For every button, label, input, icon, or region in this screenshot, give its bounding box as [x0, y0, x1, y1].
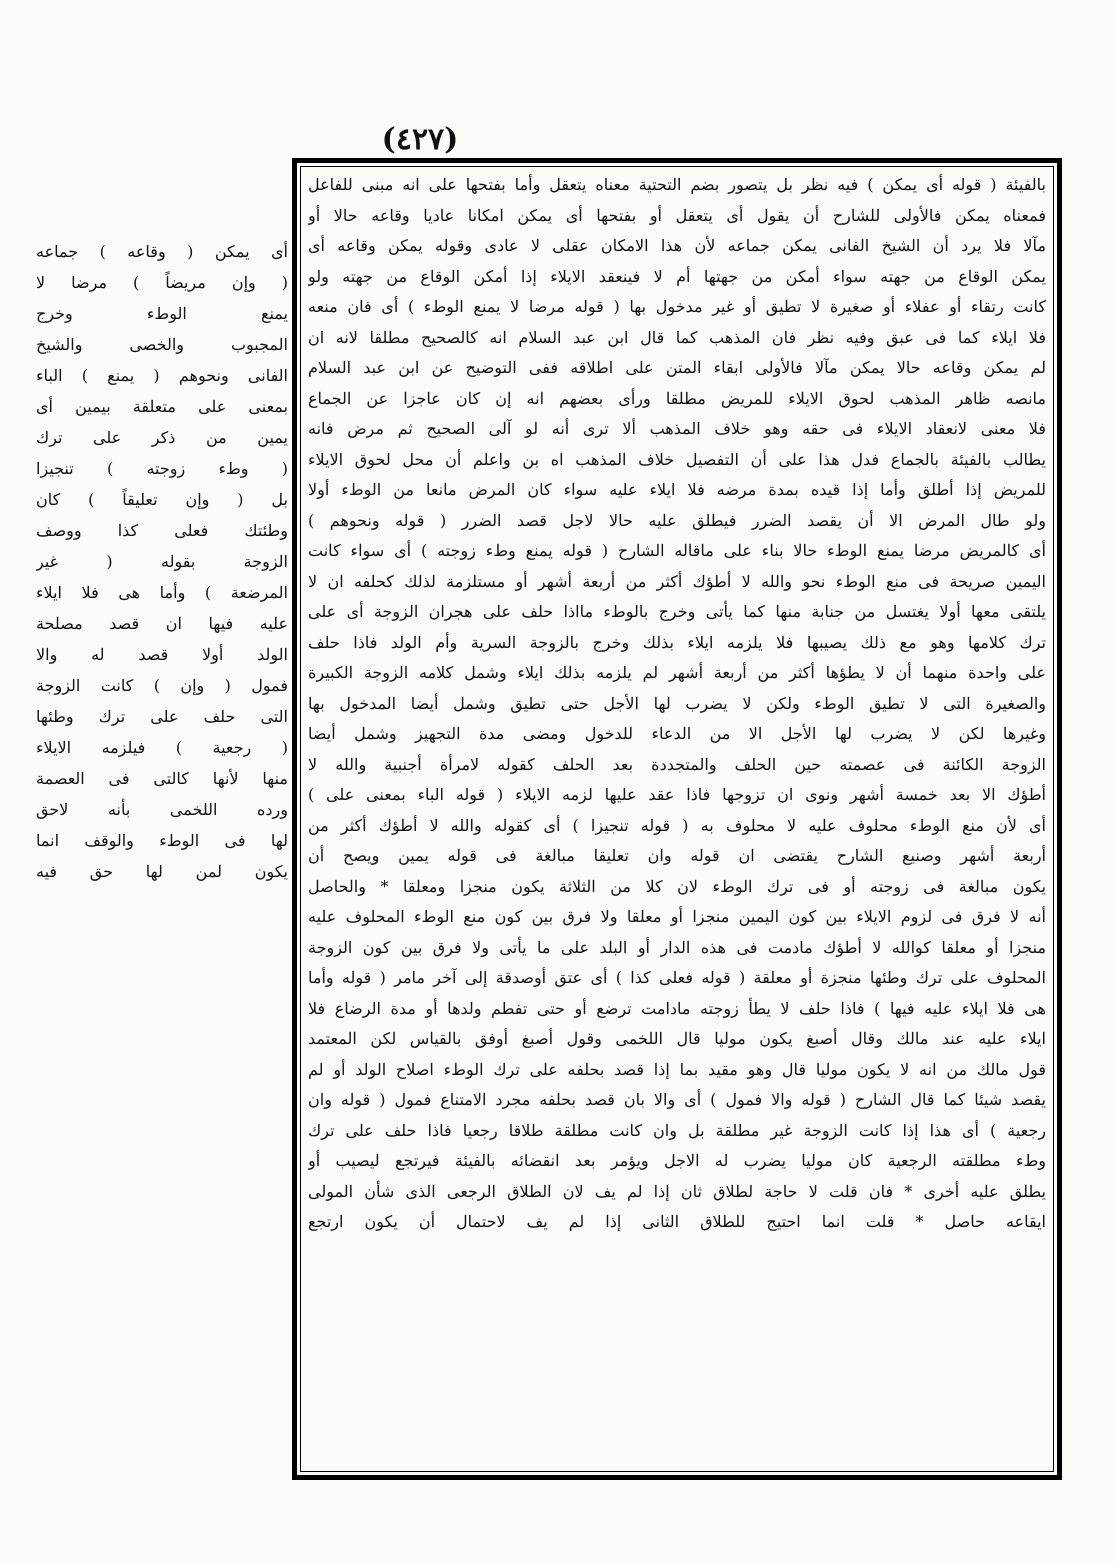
side-text-line: ( وطء زوجته ) تنجيزا: [36, 459, 288, 478]
side-text-line: فمول ( وإن ) كانت الزوجة: [36, 676, 288, 695]
side-text-line: يمنع الوطء وخرج: [36, 304, 288, 323]
main-text-line: وطء مطلقته الرجعية كان موليا يضرب له الاجل ويؤمر بعد انقضائه بالفيئة فيرتجع ليصيب أو: [308, 1151, 1046, 1170]
side-text-line: يكون لمن لها حق فيه: [36, 862, 288, 881]
main-text-line: لم يمكن وقاعه حالا يمكن مآلا فالأولى ابقاء المتن على اطلاقه ففى التوضيح عن ابن عبد السلام: [308, 358, 1046, 377]
side-text-line: لها فى الوطء والوقف انما: [36, 831, 288, 850]
main-text-line: يقصد شيئا كما قال الشارح ( قوله والا فمول ) أى والا بان قصد بحلفه مجرد الامتناع فمول ( قوله وان: [308, 1090, 1046, 1109]
main-text-line: فلا ايلاء كما فى عبق وفيه نظر فان المذهب كما قال ابن عبد السلام انه كالصحيح مطلقا لانه ان: [308, 327, 1046, 347]
main-text-line: ايلاء عليه عند مالك وقال أصبغ يكون موليا قال اللخمى وقول أصبغ أوفق بالقياس لكن المعتمد: [308, 1029, 1046, 1048]
side-text-line: الفانى ونحوهم ( يمنع ) الباء: [36, 366, 288, 385]
main-text-line: أنه لا فرق فى لزوم الايلاء بين كون اليمين منجزا أو معلقا ولا فرق بين كون منع الوطء المحلوف عليه: [308, 907, 1046, 926]
main-text-line: يكون مبالغة فى زوجته أو فى ترك الوطء لان كلا من الثلاثة يكون منجزا ومعلقا * والحاصل: [308, 876, 1046, 896]
main-text-line: وغيرها لكن لا يضرب لها الأجل الا من الدعاء للدخول ومضى مدة التجهيز وشمل أيضا: [308, 724, 1046, 743]
side-text-line: التى حلف على ترك وطئها: [36, 707, 288, 726]
side-text-line: الولد أولا قصد له والا: [36, 645, 288, 664]
main-text-line: يمكن الوقاع من جهته سواء أمكن من جهتها أم لا فينعقد الايلاء إذا أمكن الوقاع من جهته ولو: [308, 266, 1046, 286]
main-text-line: اليمين صريحة فى منع الوطء نحو والله لا أطؤك أكثر من أربعة أشهر أو مستلزمة لذلك كحلفه ان لا: [308, 571, 1046, 591]
main-text-line: يطلق عليه أخرى * فان قلت لا حاجة لطلاق ثان إذا لم يف لان الطلاق الرجعى الذى شأن المولى: [308, 1181, 1046, 1201]
main-text-line: الزوجة الكائنة فى عصمته حين الحلف والمتجددة بعد الحلف كقوله لامرأة أجنبية والله لا: [308, 754, 1046, 774]
side-text-line: منها لأنها كالتى فى العصمة: [36, 769, 288, 788]
main-text-line: والصغيرة التى لا تطيق الوطء ولكن لا يضرب لها الأجل حتى تطيق وشمل أيضا المدخول بها: [308, 693, 1046, 713]
main-text-line: كانت رتقاء أو عفلاء أو صغيرة لا تطيق أو غير مدخول بها ( قوله مرضا لا يمنع الوطء ) أى فان منعه: [308, 297, 1046, 316]
side-text-line: وطئتك فعلى كذا ووصف: [36, 521, 288, 540]
main-text-line: قول مالك من انه لا يكون موليا قال وهو مقيد بما إذا قصد بحلفه على ترك الوطء اصلاح الولد أو لم: [308, 1059, 1046, 1079]
side-text-line: ( رجعية ) فيلزمه الايلاء: [36, 738, 288, 757]
side-text-line: عليه فيها ان قصد مصلحة: [36, 614, 288, 633]
main-text-line: ولو طال المرض الا أن يقصد الضرر فيطلق عليه حالا لاجل قصد الضرر ( قوله ونحوهم ): [308, 510, 1046, 530]
side-text-line: أى يمكن ( وقاعه ) جماعه: [36, 242, 288, 261]
side-text-line: ورده اللخمى بأنه لاحق: [36, 800, 288, 819]
main-text-line: هى فلا ايلاء عليه فيها ) فاذا حلف لا يطأ زوجته مادامت ترضع أو حتى تفطم ولدها أو مدة الرضاع فلا: [308, 998, 1046, 1018]
side-text-line: ( وإن مريضاً ) مرضا لا: [36, 273, 288, 292]
side-text-line: الزوجة بقوله ( غير: [36, 552, 288, 571]
side-text-line: بل ( وإن تعليقاً ) كان: [36, 490, 288, 509]
main-text-line: أى لأن منع الوطء محلوف عليه لا محلوف به ( قوله تنجيزا ) أى كقوله والله لا أطؤك أكثر من: [308, 815, 1046, 835]
main-text-line: مانصه ظاهر المذهب لحوق الايلاء للمريض مطلقا ورأى بعضهم انه إن كان عاجزا عن الجماع: [308, 388, 1046, 408]
side-text-line: المجبوب والخصى والشيخ: [36, 335, 288, 354]
side-text-line: بمعنى على متعلقة بيمين أى: [36, 397, 288, 416]
side-commentary-column: [36, 236, 288, 1216]
side-text-line: المرضعة ) وأما هى فلا ايلاء: [36, 583, 288, 602]
main-text-line: رجعية ) أى هذا إذا كانت الزوجة غير مطلقة بل وان كانت مطلقة طلاقا رجعيا فاذا حلف على ترك: [308, 1120, 1046, 1140]
main-text-line: أربعة أشهر وصنيع الشارح يقتضى ان قوله وان تعليقا مبالغة فى قوله يمين ويصح أن: [308, 846, 1046, 865]
main-text-line: يلتقى معها أولا يغتسل من جنابة منها كما يأتى وخرج بالوطء مااذا حلف على هجران الزوجة أى على: [308, 602, 1046, 621]
main-text-line: ترك كلامها وهو مع ذلك يصيبها فلا يلزمه ايلاء بذلك وخرج بالزوجة السرية وأم الولد فاذا حلف: [308, 632, 1046, 652]
main-text-line: أى كالمريض مرضا يمنع الوطء حالا بناء على ماقاله الشارح ( قوله يمنع وطء زوجته ) أى سواء كانت: [308, 541, 1046, 560]
commentary-main-text: [308, 170, 1046, 1468]
page-number: (٤٢٧): [381, 122, 459, 157]
main-text-line: على واحدة منهما أن لا يطؤها أكثر من أربعة أشهر لم يلزمه بذلك ايلاء وشمل كلامه الزوجة الكبيرة: [308, 663, 1046, 682]
main-text-line: للمريض إذا أطلق وأما إذا قيده بمدة مرضه فلا ايلاء عليه سواء كان المرض مانعا من الوطء أولا: [308, 480, 1046, 499]
main-text-line: فمعناه يمكن فالأولى للشارح أن يقول أى يتعقل أو بفتحها أى يمكن امكانا عاديا وقاعه حالا أو: [308, 205, 1046, 225]
main-text-line: المحلوف على ترك وطئها منجزة أو معلقة ( قوله فعلى كذا ) أى عتق أوصدقة إلى آخر مامر ( قوله وأما: [308, 968, 1046, 987]
main-text-line: بالفيئة ( قوله أى يمكن ) فيه نظر بل يتصور بضم التحتية معناه يتعقل وأما بفتحها على انه مبنى للفاعل: [308, 175, 1046, 194]
main-text-line: منجزا أو معلقا كوالله لا أطؤك مادمت فى هذه الدار أو البلد على ما يأتى ولا فرق بين كون الزوجة: [308, 937, 1046, 957]
main-text-line: فلا معنى لانعقاد الايلاء فى حقه وهو خلاف المذهب ألا ترى أنه لو آلى الصحيح ثم مرض فانه: [308, 419, 1046, 438]
main-text-line: يطالب بالفيئة بالجماع فدل هذا على أن التفصيل خلاف المذهب اه بن واعلم أن محل لحوق الايلاء: [308, 449, 1046, 469]
main-text-line: أطؤك الا بعد خمسة أشهر ونوى ان تزوجها فاذا عقد عليها لزمه الايلاء ( قوله الباء بمعنى على ): [308, 785, 1046, 804]
side-text-line: يمين من ذكر على ترك: [36, 428, 288, 447]
main-text-line: مآلا فلا يرد أن الشيخ الفانى يمكن جماعه لأن هذا الامكان عقلى لا عادى وقوله يمكن وقاعه أى: [308, 236, 1046, 255]
main-text-line: ايقاعه حاصل * قلت انما احتيج للطلاق الثانى إذا لم يف لاحتمال أن يكون ارتجع: [308, 1212, 1046, 1231]
